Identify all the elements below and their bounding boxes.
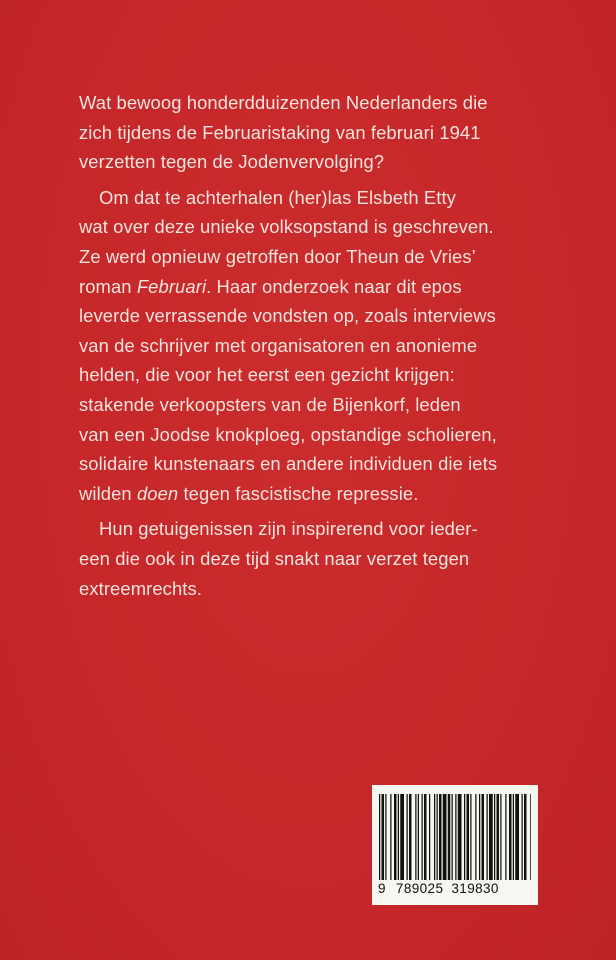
blurb-text	[79, 88, 579, 609]
barcode-bar	[487, 794, 488, 880]
isbn-barcode	[372, 785, 538, 905]
barcode-bar	[500, 794, 501, 880]
text-line: verzetten tegen de Jodenvervolging?	[79, 151, 385, 173]
text-line: zich tijdens de Februaristaking van februari 1941	[79, 121, 481, 143]
text-line: Hun getuigenissen zijn inspirerend voor ieder-	[99, 518, 478, 540]
text-segment: tegen fascistische repressie.	[178, 482, 419, 504]
text-line: stakende verkoopsters van de Bijenkorf, leden	[79, 393, 461, 415]
text-line: leverde verrassende vondsten op, zoals interviews	[79, 305, 496, 327]
text-segment: . Haar onderzoek naar dit epos	[206, 275, 462, 297]
barcode-bar	[470, 794, 471, 880]
barcode-bar	[382, 794, 385, 880]
blurb-paragraph-1	[79, 88, 579, 177]
barcode-bar	[464, 794, 465, 880]
barcode-bar	[407, 794, 408, 880]
text-line: een die ook in deze tijd snakt naar verzet tegen	[79, 547, 470, 569]
text-line	[79, 479, 579, 509]
book-title-italic: Februari	[136, 275, 207, 297]
barcode-bar	[524, 794, 527, 880]
barcode-bar	[424, 794, 427, 880]
blurb-paragraph-2	[79, 183, 579, 509]
barcode-bar	[422, 794, 423, 880]
barcode-bar	[437, 794, 438, 880]
text-line: van een Joodse knokploeg, opstandige scholieren,	[79, 423, 497, 445]
text-line: solidaire kunstenaars en andere individuen die iets	[79, 453, 498, 475]
barcode-bar	[409, 794, 412, 880]
isbn-digit-first: 9	[378, 881, 386, 896]
barcode-bar	[482, 794, 485, 880]
barcode-bar	[385, 794, 386, 880]
barcode-bar	[509, 794, 512, 880]
text-line: Wat bewoog honderdduizenden Nederlanders die	[79, 92, 488, 113]
barcode-bar	[458, 794, 462, 880]
text-segment: wilden	[79, 482, 137, 504]
text-line	[79, 272, 579, 302]
barcode-bar	[394, 794, 397, 880]
barcode-bar	[455, 794, 456, 880]
barcode-bar	[379, 794, 380, 880]
text-line: Ze werd opnieuw getroffen door Theun de Vries’	[79, 245, 476, 267]
barcode-bar	[439, 794, 442, 880]
barcode-bar	[429, 794, 430, 880]
text-line: wat over deze unieke volksopstand is geschreven.	[79, 216, 494, 238]
barcode-bars	[379, 794, 531, 880]
barcode-bar	[400, 794, 404, 880]
barcode-bar	[497, 794, 500, 880]
barcode-bar	[418, 794, 419, 880]
barcode-bar	[467, 794, 470, 880]
barcode-bar	[452, 794, 453, 880]
isbn-digits-left: 789025	[395, 881, 444, 896]
barcode-bar	[513, 794, 514, 880]
barcode-bar	[448, 794, 451, 880]
barcode-bar	[434, 794, 435, 880]
emphasis-italic: doen	[136, 482, 179, 504]
barcode-bar	[530, 794, 531, 880]
barcode-bar	[505, 794, 506, 880]
isbn-digits-right: 319830	[451, 881, 499, 896]
barcode-bar	[415, 794, 416, 880]
text-line: Om dat te achterhalen (her)las Elsbeth Etty	[99, 186, 456, 208]
barcode-bar	[522, 794, 523, 880]
isbn-digits	[378, 881, 532, 896]
barcode-bar	[515, 794, 519, 880]
blurb-paragraph-3	[79, 514, 579, 603]
barcode-bar	[443, 794, 447, 880]
barcode-bar	[390, 794, 391, 880]
barcode-bar	[479, 794, 480, 880]
barcode-bar	[494, 794, 495, 880]
text-line: helden, die voor het eerst een gezicht krijgen:	[79, 364, 455, 386]
barcode-bar	[475, 794, 476, 880]
text-line: extreemrechts.	[79, 577, 203, 599]
barcode-bar	[489, 794, 493, 880]
text-segment: roman	[79, 275, 137, 297]
barcode-bar	[398, 794, 399, 880]
text-line: van de schrijver met organisatoren en anonieme	[79, 334, 478, 356]
